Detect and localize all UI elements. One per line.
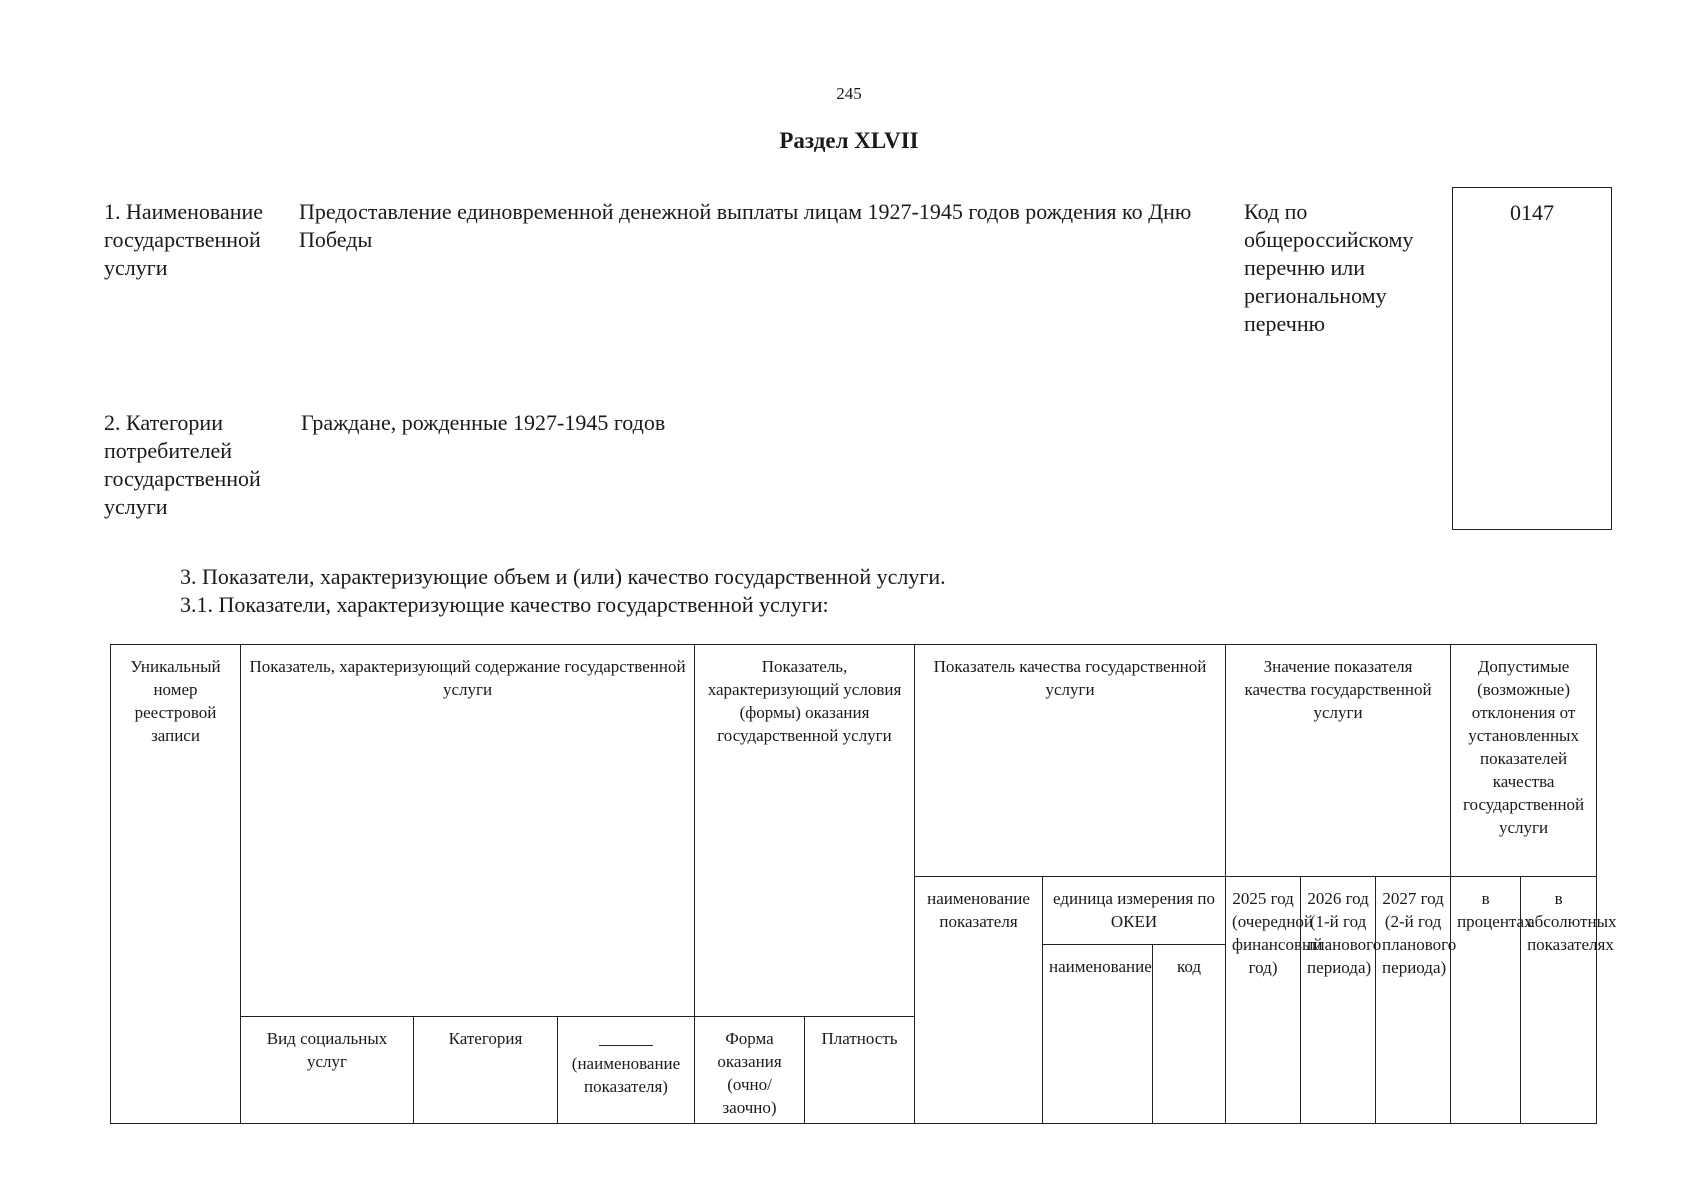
section-3-heading: 3. Показатели, характеризующие объем и (или) качество государственной услуги. <box>180 564 946 589</box>
header-content-indicator: Показатель, характеризующий содержание государственной услуги <box>241 645 695 1017</box>
header-unit-code: код <box>1153 945 1226 1124</box>
section-3-1-heading: 3.1. Показатели, характеризующие качество государственной услуги: <box>180 592 829 617</box>
header-quality-indicator: Показатель качества государственной услуги <box>915 645 1226 877</box>
page-number: 245 <box>836 84 862 103</box>
column-payment: Платность <box>805 1017 915 1124</box>
header-indicator-name: наименование показателя <box>915 877 1043 1124</box>
column-social-service-type: Вид социальных услуг <box>241 1017 414 1124</box>
quality-indicators-table <box>110 644 1617 1124</box>
header-year-2025: 2025 год (очередной финансовый год) <box>1226 877 1301 1124</box>
code-label: Код по общероссийскому перечню или региональному перечню <box>1244 199 1414 336</box>
column-indicator-name: (наименование показателя) <box>571 1054 681 1096</box>
column-form: Форма оказания (очно/заочно) <box>695 1017 805 1124</box>
header-percent: в процентах <box>1451 877 1521 1124</box>
header-absolute: в абсолютных показателях <box>1521 877 1597 1124</box>
header-year-2027: 2027 год (2-й год планового периода) <box>1376 877 1451 1124</box>
blank-line <box>599 1027 653 1046</box>
header-year-2026: 2026 год (1-й год планового периода) <box>1301 877 1376 1124</box>
header-indicator-value: Значение показателя качества государственной услуги <box>1226 645 1451 877</box>
header-unit-name: наименование <box>1043 945 1153 1124</box>
header-unique-number: Уникальный номер реестровой записи <box>111 645 241 1124</box>
service-name-label: 1. Наименование государственной услуги <box>104 199 264 280</box>
header-conditions-indicator: Показатель, характеризующий условия (формы) оказания государственной услуги <box>695 645 915 1017</box>
column-indicator-name-cell <box>558 1017 695 1124</box>
code-value: 0147 <box>1510 200 1554 225</box>
section-title: Раздел XLVII <box>779 128 919 153</box>
header-allowed-deviation: Допустимые (возможные) отклонения от установленных показателей качества государственной услуги <box>1451 645 1597 877</box>
service-name-value: Предоставление единовременной денежной выплаты лицам 1927-1945 годов рождения ко Дню Победы <box>299 199 1192 252</box>
column-category: Категория <box>414 1017 558 1124</box>
consumer-category-label: 2. Категории потребителей государственной услуги <box>104 410 261 519</box>
consumer-category-value: Граждане, рожденные 1927-1945 годов <box>301 410 666 435</box>
code-box <box>1452 187 1612 530</box>
header-unit-okei: единица измерения по ОКЕИ <box>1043 877 1226 945</box>
